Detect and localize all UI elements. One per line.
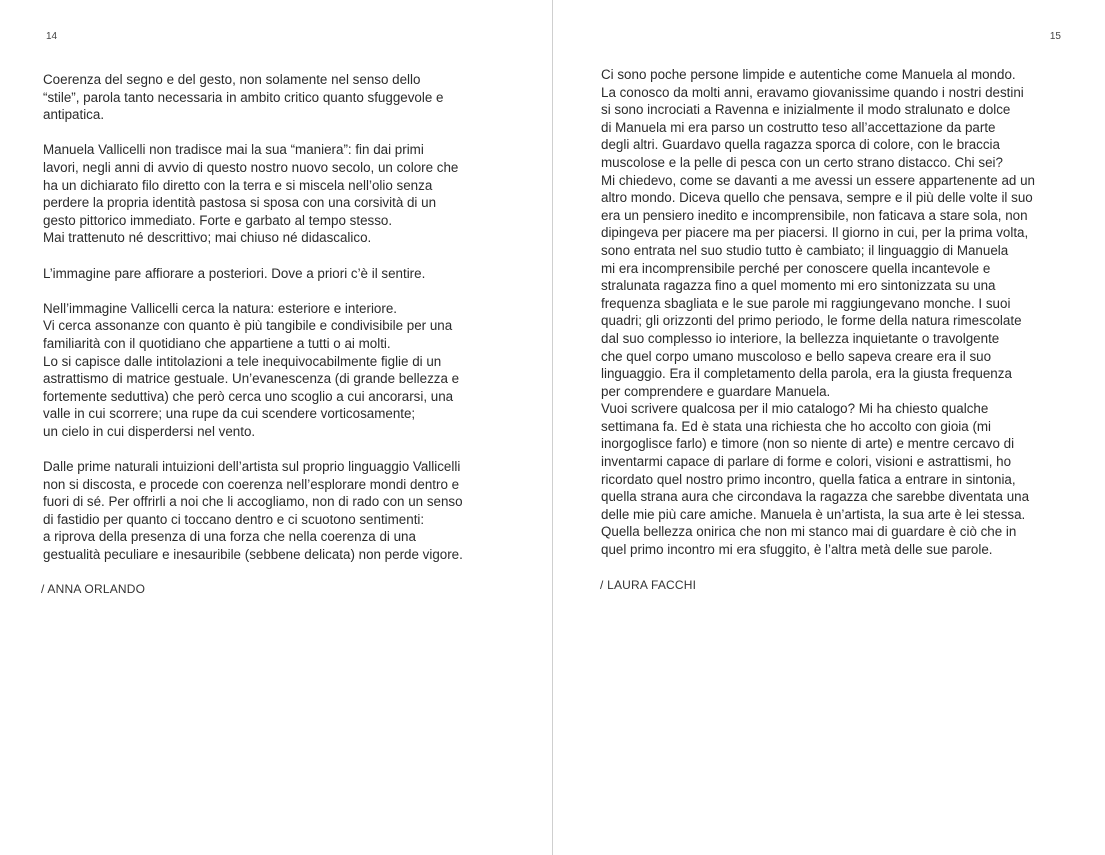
left-page: [0, 0, 552, 855]
text-line: sono entrata nel suo studio tutto è cambiato; il linguaggio di Manuela: [601, 242, 1009, 258]
text-line: non si discosta, e procede con coerenza nell’esplorare mondi dentro e: [43, 476, 460, 492]
text-line: L’immagine pare affiorare a posteriori. Dove a priori c’è il sentire.: [43, 265, 426, 281]
text-line: di fastidio per quanto ci toccano dentro e ci scuotono sentimenti:: [43, 511, 425, 527]
text-line: un cielo in cui disperdersi nel vento.: [43, 423, 256, 439]
text-line: muscolose e la pelle di pesca con un certo strano distacco. Chi sei?: [601, 154, 1003, 170]
text-line: quadri; gli orizzonti del primo periodo, le forme della natura rimescolate: [601, 313, 1022, 329]
text-line: per comprendere e guardare Manuela.: [601, 383, 831, 399]
paragraph: [601, 66, 1071, 559]
text-line: gesto pittorico immediato. Forte e garbato al tempo stesso.: [43, 212, 393, 228]
paragraph: [43, 71, 513, 124]
text-line: degli altri. Guardavo quella ragazza sporca di colore, con le braccia: [601, 137, 1000, 153]
text-line: ricordato quel nostro primo incontro, quella fatica a entrare in sintonia,: [601, 471, 1016, 487]
text-line: Mi chiedevo, come se davanti a me avessi un essere appartenente ad un: [601, 172, 1035, 188]
right-page: [553, 0, 1105, 855]
paragraph: [43, 141, 513, 247]
text-line: a riprova della presenza di una forza che nella coerenza di una: [43, 529, 416, 545]
text-line: dal suo complesso io interiore, la bellezza inquietante o travolgente: [601, 330, 1000, 346]
text-line: familiarità con il quotidiano che appartiene a tutti o ai molti.: [43, 335, 391, 351]
text-line: Lo si capisce dalle intitolazioni a tele inequivocabilmente figlie di un: [43, 353, 442, 369]
text-line: antipatica.: [43, 107, 105, 123]
text-line: Mai trattenuto né descrittivo; mai chiuso né didascalico.: [43, 230, 372, 246]
text-line: lavori, negli anni di avvio di questo nostro nuovo secolo, un colore che: [43, 159, 459, 175]
text-line: Quella bellezza onirica che non mi stanco mai di guardare è ciò che in: [601, 524, 1017, 540]
text-line: astrattismo di matrice gestuale. Un’evanescenza (di grande bellezza e: [43, 371, 460, 387]
text-line: era un pensiero inedito e incomprensibile, non faticava a stare sola, non: [601, 207, 1028, 223]
text-line: “stile”, parola tanto necessaria in ambito critico quanto sfuggevole e: [43, 89, 444, 105]
page-number: 14: [46, 31, 58, 42]
text-line: Vuoi scrivere qualcosa per il mio catalogo? Mi ha chiesto qualche: [601, 401, 989, 417]
text-line: ha un dichiarato filo diretto con la terra e si miscela nell’olio senza: [43, 177, 433, 193]
text-line: quella strana aura che circondava la ragazza che sarebbe diventata una: [601, 489, 1030, 505]
paragraph: [43, 458, 513, 564]
text-line: Dalle prime naturali intuizioni dell’artista sul proprio linguaggio Vallicelli: [43, 459, 461, 475]
text-line: Manuela Vallicelli non tradisce mai la sua “maniera”: fin dai primi: [43, 142, 424, 158]
text-line: mi era incomprensibile perché per conoscere quella incantevole e: [601, 260, 991, 276]
text-line: Ci sono poche persone limpide e autentiche come Manuela al mondo.: [601, 67, 1016, 82]
text-line: fuori di sé. Per offrirli a noi che li accogliamo, non di rado con un senso: [43, 494, 463, 510]
text-line: La conosco da molti anni, eravamo giovanissime quando i nostri destini: [601, 84, 1024, 100]
paragraph: [43, 300, 513, 441]
author-signature: / LAURA FACCHI: [600, 578, 697, 592]
text-line: valle in cui scorrere; una rupe da cui scendere vorticosamente;: [43, 406, 416, 422]
author-signature: / ANNA ORLANDO: [41, 582, 146, 596]
text-line: gestualità peculiare e inesauribile (sebbene delicata) non perde vigore.: [43, 547, 463, 563]
text-line: perdere la propria identità pastosa si sposa con una corsività di un: [43, 195, 437, 211]
text-line: frequenza sbagliata e le sue parole mi raggiungevano monche. I suoi: [601, 295, 1011, 311]
text-line: Vi cerca assonanze con quanto è più tangibile e condivisibile per una: [43, 318, 453, 334]
text-line: stralunata ragazza fino a quel momento mi ero sintonizzata su una: [601, 278, 996, 294]
text-line: inventarmi capace di parlare di forme e colori, visioni e astrattismi, ho: [601, 454, 1012, 470]
text-line: fortemente seduttiva) che però cerca uno scoglio a cui ancorarsi, una: [43, 388, 454, 404]
text-line: Coerenza del segno e del gesto, non solamente nel senso dello: [43, 72, 421, 87]
page-number: 15: [1049, 31, 1061, 42]
text-line: altro mondo. Diceva quello che pensava, sempre e il più delle volte il suo: [601, 190, 1033, 206]
text-line: Nell’immagine Vallicelli cerca la natura: esteriore e interiore.: [43, 300, 398, 316]
text-line: inorgoglisce farlo) e timore (non so niente di arte) e mentre cercavo di: [601, 436, 1015, 452]
text-line: settimana fa. Ed è stata una richiesta che ho accolto con gioia (mi: [601, 418, 992, 434]
essay-text: [601, 66, 1071, 576]
text-line: si sono incrociati a Ravenna e inizialmente il modo stralunato e dolce: [601, 102, 1011, 118]
paragraph: [43, 265, 513, 283]
text-line: quel primo incontro mi era sfuggito, è l’altra metà delle sue parole.: [601, 542, 993, 558]
text-line: che quel corpo umano muscoloso e bello sapeva creare era il suo: [601, 348, 992, 364]
text-line: di Manuela mi era parso un costrutto teso all’accettazione da parte: [601, 119, 996, 135]
text-line: delle mie più care amiche. Manuela è un’artista, la sua arte è lei stessa.: [601, 506, 1026, 522]
text-line: linguaggio. Era il completamento della parola, era la giusta frequenza: [601, 366, 1012, 382]
text-line: dipingeva per piacere ma per piacersi. Il giorno in cui, per la prima volta,: [601, 225, 1029, 241]
essay-text: [43, 71, 513, 581]
